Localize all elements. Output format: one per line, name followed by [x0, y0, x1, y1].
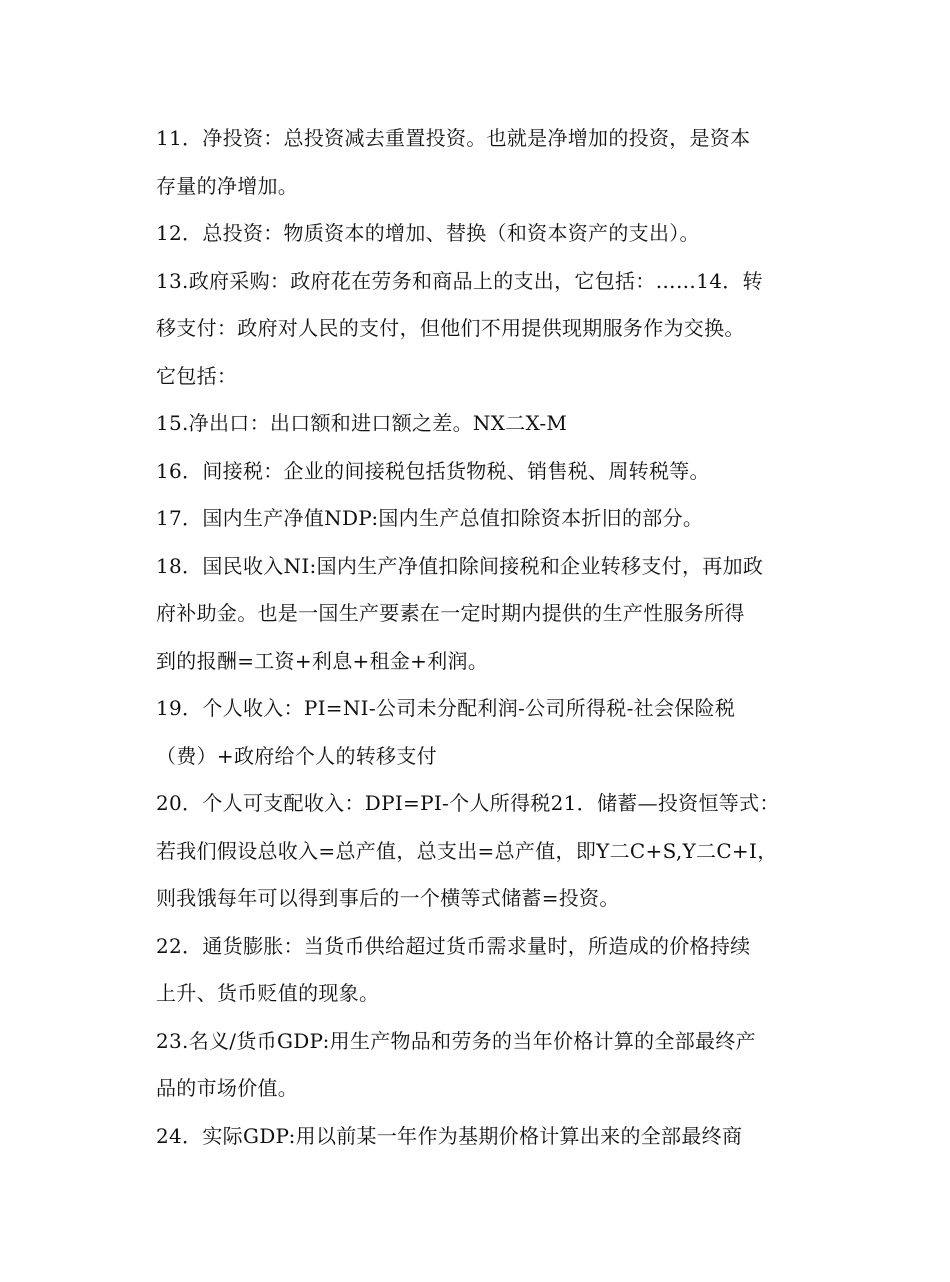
- text-line: 13.政府采购：政府花在劳务和商品上的支出，它包括：……14．转: [156, 268, 763, 293]
- text-line: 上升、货币贬值的现象。: [156, 981, 380, 1005]
- text-line: 22．通货膨胀：当货币供给超过货币需求量时，所造成的价格持续: [156, 933, 751, 958]
- text-line: 24．实际GDP:用以前某一年作为基期价格计算出来的全部最终商: [156, 1123, 743, 1148]
- text-line: 19．个人收入：PI=NI-公司未分配利润-公司所得税-社会保险税: [156, 696, 736, 720]
- text-line: 23.名义/货币GDP:用生产物品和劳务的当年价格计算的全部最终产: [156, 1028, 756, 1053]
- text-line: 16．间接税：企业的间接税包括货物税、销售税、周转税等。: [156, 458, 710, 483]
- text-line: 12．总投资：物质资本的增加、替换（和资本资产的支出）。: [156, 221, 700, 245]
- text-line: 18．国民收入NI:国内生产净值扣除间接税和企业转移支付，再加政: [156, 553, 764, 578]
- text-line: 则我饿每年可以得到事后的一个横等式储蓄=投资。: [156, 886, 620, 910]
- text-line: 15.净出口：出口额和进口额之差。NX二X-M: [156, 411, 568, 435]
- text-line: （费）+政府给个人的转移支付: [156, 743, 437, 768]
- text-line: 若我们假设总收入=总产值，总支出=总产值，即Y二C+S,Y二C+I，: [156, 838, 778, 863]
- text-line: 11．净投资：总投资减去重置投资。也就是净增加的投资，是资本: [156, 126, 751, 150]
- text-line: 20．个人可支配收入：DPI=PI-个人所得税21．储蓄—投资恒等式：: [156, 791, 780, 815]
- text-line: 品的市场价值。: [156, 1076, 299, 1100]
- text-line: 存量的净增加。: [156, 173, 299, 198]
- text-line: 到的报酬=工资+利息+租金+利润。: [156, 648, 489, 673]
- text-line: 府补助金。也是一国生产要素在一定时期内提供的生产性服务所得: [156, 601, 745, 625]
- document-body: [156, 115, 796, 1160]
- text-line: 移支付：政府对人民的支付，但他们不用提供现期服务作为交换。: [156, 316, 745, 340]
- text-line: 17．国内生产净值NDP:国内生产总值扣除资本折旧的部分。: [156, 506, 704, 530]
- text-line: 它包括：: [156, 363, 238, 388]
